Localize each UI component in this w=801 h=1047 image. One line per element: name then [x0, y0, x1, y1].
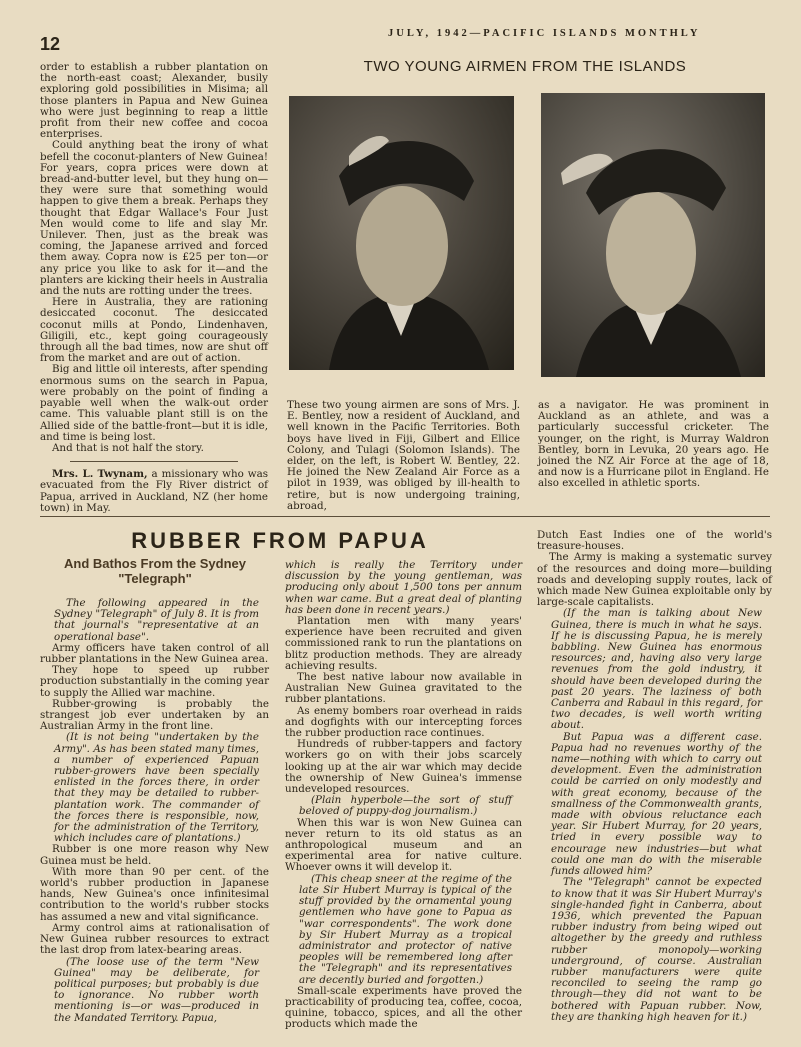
paragraph: Plantation men with many years' experience have been recruited and given commissioned rank to run the plantations on blitz production methods. They are already achieving results.: [285, 615, 522, 672]
rubber-subtitle: [42, 556, 268, 586]
paragraph: The best native labour now available in Australian New Guinea gravitated to the rubber plantations.: [285, 671, 522, 706]
airmen-caption-right: as a navigator. He was prominent in Auckland as an athlete, and was a particularly successful cricketer. The younger, on the right, is Murray Waldron Bentley, born in Levuka, 20 years ago. He joined the NZ Air Force at the age of 18, and now is a Hurricane pilot in England. He also excelled in athletic sports.: [538, 399, 769, 490]
note-name: Mrs. L. Twynam,: [52, 468, 148, 481]
divider: [70, 461, 238, 462]
paragraph: They hope to speed up rubber production substantially in the coming year to supply the Allied war machine.: [40, 664, 269, 699]
portrait-left-image: [289, 96, 514, 370]
airmen-title: TWO YOUNG AIRMEN FROM THE ISLANDS: [363, 58, 687, 75]
photo-robert-bentley: [289, 96, 514, 370]
paragraph: (The loose use of the term "New Guinea" may be deliberate, for political purposes; but probably is due to ignorance. No rubber worth mentioning is—or was—produced in the Mandated Territory. Papua,: [54, 955, 259, 1024]
paragraph: The following appeared in the Sydney "Telegraph" of July 8. It is from that journal's "representative at an operational base".: [54, 597, 259, 643]
paragraph: which is really the Territory under discussion by the young gentleman, was producing only about 1,500 tons per annum when war came. But a great deal of planting has been done in recent years.): [285, 559, 522, 616]
paragraph: Army officers have taken control of all rubber plantations in the New Guinea area.: [40, 641, 269, 666]
paragraph: Rubber-growing is probably the strangest job ever undertaken by an Australian Army in the front line.: [40, 697, 269, 733]
note-text: a missionary who was evacuated from the Fly River district of Papua, arrived in Auckland, NZ (her home town) in May.: [40, 468, 268, 514]
paragraph: When this war is won New Guinea can never return to its old status as an anthropological museum and an experimental area for native culture. Whoever owns it will develop it.: [285, 816, 522, 874]
rubber-column-3: [537, 530, 772, 1023]
paragraph: (If the man is talking about New Guinea, there is much in what he says. If he is discussing Papua, he is merely babbling. New Guinea has enormous resources; and, having also very large revenues from the gold industry, it should have been developed during the past 20 years. The laziness of both Canberra and Rabaul in this regard, for two decades, is well worth writing about.: [551, 607, 762, 732]
subtitle-line-1: And Bathos From the Sydney: [63, 556, 247, 571]
rubber-title: RUBBER FROM PAPUA: [131, 528, 429, 553]
paragraph: Here in Australia, they are rationing desiccated coconut. The desiccated coconut mills at Pondo, Lindenhaven, Giligili, etc., kept going courageously through all the bad times, now are shut off from the market and are out of action.: [40, 296, 268, 365]
paragraph: Dutch East Indies one of the world's treasure-houses.: [537, 529, 772, 553]
subtitle-line-2: "Telegraph": [118, 571, 192, 586]
section-divider: [40, 516, 770, 517]
paragraph: Could anything beat the irony of what befell the coconut-planters of New Guinea! For years, copra prices were down at bread-and-butter level, but they hung on—they were sure that something would happen to give them a break. Perhaps they thought that Edgar Wallace's Four Just Men would come to life and slay Mr. Unilever. Then, just as the break was coming, the Japanese arrived and forced them away. Copra now is £25 per ton—or any price you like to ask for it—and the planters are kicking their heels in Australia and the nuts are rotting under the trees.: [40, 139, 268, 298]
paragraph: The "Telegraph" cannot be expected to know that it was Sir Hubert Murray's single-handed fight in Canberra, about 1936, which prevented the Papuan rubber industry from being wiped out altogether by the greedy and ruthless rubber monopoly—working underground, of course. Australian rubber manufacturers were quite reconciled to seeing the ramp go through—they did not want to be bothered with Papuan rubber. Now, they are thanking high heaven for it.): [551, 876, 762, 1023]
paragraph: order to establish a rubber plantation on the north-east coast; Alexander, busily exploring gold possibilities in Misima; all those planters in Papua and New Guinea who were just beginning to reap a little profit from their new coffee and cocoa enterprises.: [40, 61, 268, 141]
paragraph: Big and little oil interests, after spending enormous sums on the search in Papua, were probably on the point of finding a payable well when the walk-out order came. This valuable plant still is on the Allied side of the battle-front—but it is idle, and time is being lost.: [40, 363, 268, 443]
left-column-top: [40, 62, 268, 514]
photo-murray-bentley: [541, 93, 765, 377]
evacuee-note: [40, 469, 268, 514]
paragraph: But Papua was a different case. Papua had no revenues worthy of the name—nothing with which to carry out development. Even the administration could be carried on only modestly and with great economy, because of the smallness of the Commonwealth grants, made with obvious reluctance each year. Sir Hubert Murray, for 20 years, tried in every possible way to encourage new industries—but what could one man do with the miserable funds allowed him?: [551, 730, 762, 878]
running-head: JULY, 1942—PACIFIC ISLANDS MONTHLY: [388, 28, 701, 39]
paragraph: With more than 90 per cent. of the world's rubber production in Japanese hands, New Guinea's once infinitesimal contribution to the world's rubber stocks has assumed a new and vital significance.: [40, 865, 269, 923]
paragraph: (Plain hyperbole—the sort of stuff beloved of puppy-dog journalism.): [299, 794, 512, 818]
paragraph: (This cheap sneer at the regime of the late Sir Hubert Murray is typical of the stuff provided by the ornamental young gentlemen who have gone to Papua as "war correspondents". The work done by Sir Hubert Murray as a tropical administrator and protector of native peoples will be remembered long after the "Telegraph" and its representatives are decently buried and forgotten.): [299, 872, 512, 986]
page-number: 12: [40, 34, 61, 54]
paragraph: The Army is making a systematic survey of the resources and doing more—building roads and developing supply routes, lack of which made New Guinea exploitable only by large-scale capitalists.: [537, 551, 772, 609]
paragraph: Hundreds of rubber-tappers and factory workers go on with their jobs scarcely looking up at the air war which may decide the ownership of New Guinea's immense undeveloped resources.: [285, 738, 522, 796]
airmen-caption-left: These two young airmen are sons of Mrs. J. E. Bentley, now a resident of Auckland, and well known in the Pacific Territories. Both boys have lived in Fiji, Gilbert and Ellice Colony, and Tulagi (Solomon Islands). The elder, on the left, is Robert W. Bentley, 22. He joined the New Zealand Air Force as a pilot in 1939, was obliged by ill-health to retire, but is now undergoing training, abroad,: [287, 399, 520, 512]
paragraph: (It is not being "undertaken by the Army". As has been stated many times, a number of experienced Papuan rubber-growers have been specially enlisted in the forces there, in order that they may be detailed to rubber-plantation work. The commander of the forces there is responsible, now, for the administration of the Territory, which includes care of plantations.): [54, 731, 259, 845]
paragraph: Small-scale experiments have proved the practicability of producing tea, coffee, cocoa, quinine, tobacco, spices, and all the other products which made the: [285, 984, 522, 1031]
paragraph: Army control aims at rationalisation of New Guinea rubber resources to extract the last drop from latex-bearing areas.: [40, 921, 269, 957]
portrait-right-image: [541, 93, 765, 377]
paragraph: Rubber is one more reason why New Guinea must be held.: [40, 843, 269, 867]
rubber-column-2: [285, 560, 522, 1031]
paragraph: And that is not half the story.: [52, 441, 204, 454]
paragraph: As enemy bombers roar overhead in raids and dogfights with our intercepting forces the rubber production race continues.: [285, 704, 522, 740]
rubber-column-1: [40, 598, 269, 1024]
